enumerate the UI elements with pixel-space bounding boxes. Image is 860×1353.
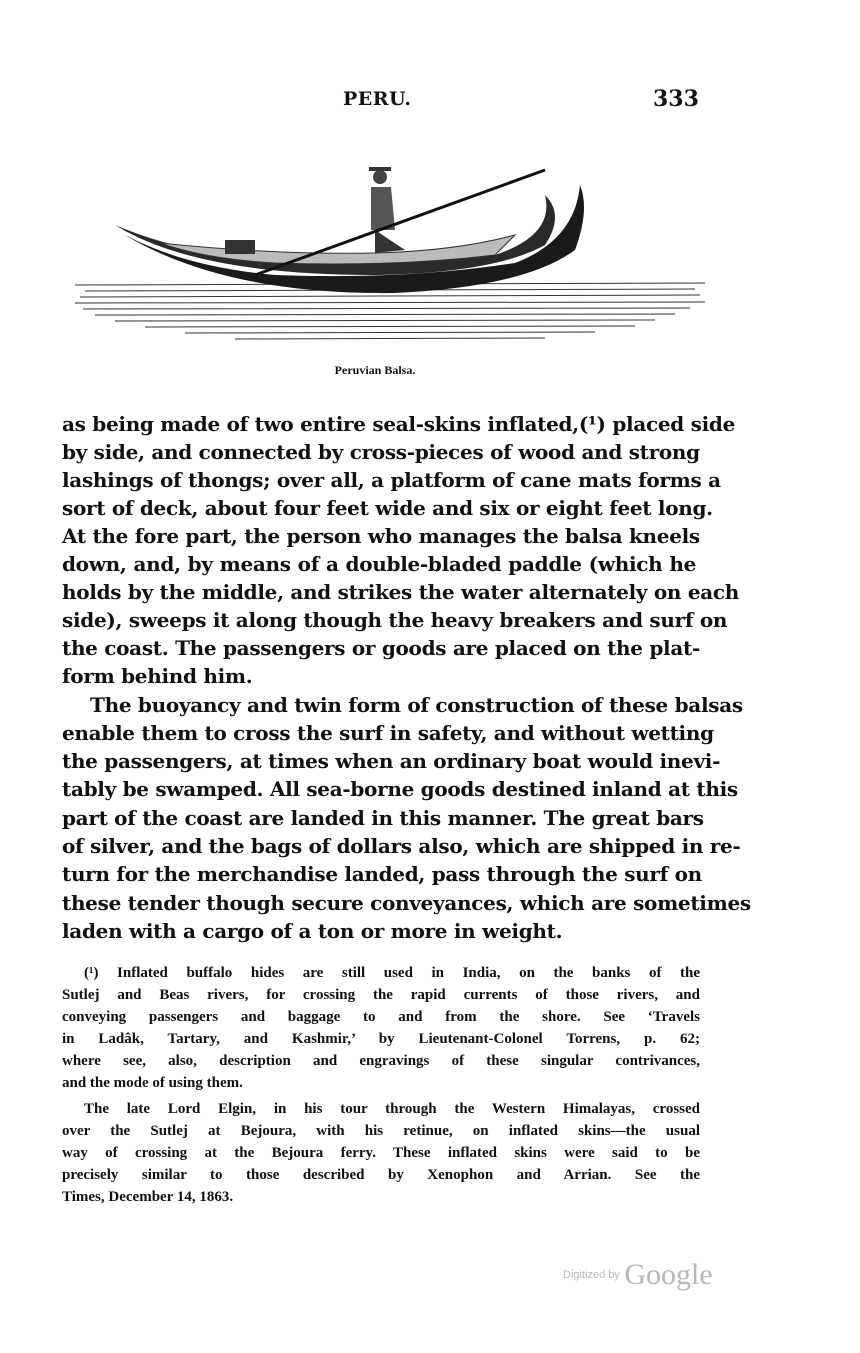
watermark-brand: Google xyxy=(624,1258,713,1291)
footnote-line: conveying passengers and baggage to and from the shore. See ‘Travels xyxy=(62,1009,700,1025)
text-line: form behind him. xyxy=(62,664,253,688)
text-line: At the fore part, the person who manages the balsa kneels xyxy=(62,524,700,548)
text-line: sort of deck, about four feet wide and six or eight feet long. xyxy=(62,496,713,520)
text-line: the coast. The passengers or goods are placed on the plat- xyxy=(62,636,700,660)
text-line: enable them to cross the surf in safety, and without wetting xyxy=(62,721,714,745)
text-line: of silver, and the bags of dollars also, which are shipped in re- xyxy=(62,834,741,858)
text-line: turn for the merchandise landed, pass through the surf on xyxy=(62,862,702,886)
balsa-illustration xyxy=(75,155,705,355)
footnote-line: way of crossing at the Bejoura ferry. These inflated skins were said to be xyxy=(62,1145,700,1161)
text-line: these tender though secure conveyances, which are sometimes xyxy=(62,891,751,915)
text-line: part of the coast are landed in this manner. The great bars xyxy=(62,806,704,830)
footnote-line: Sutlej and Beas rivers, for crossing the rapid currents of those rivers, and xyxy=(62,987,700,1003)
footnote-line: The late Lord Elgin, in his tour through the Western Himalayas, crossed xyxy=(84,1101,700,1117)
boat xyxy=(115,185,584,293)
watermark-prefix: Digitized by xyxy=(563,1269,620,1281)
text-line: holds by the middle, and strikes the water alternately on each xyxy=(62,580,740,604)
text-line: as being made of two entire seal-skins inflated,(¹) placed side xyxy=(62,412,735,436)
text-line: laden with a cargo of a ton or more in weight. xyxy=(62,919,563,943)
text-line: lashings of thongs; over all, a platform of cane mats forms a xyxy=(62,468,721,492)
text-line: by side, and connected by cross-pieces of wood and strong xyxy=(62,440,700,464)
footnote-line: where see, also, description and engravings of these singular contrivances, xyxy=(62,1053,700,1069)
footnote-line: in Ladâk, Tartary, and Kashmir,’ by Lieutenant-Colonel Torrens, p. 62; xyxy=(62,1031,700,1047)
footnote-line: precisely similar to those described by Xenophon and Arrian. See the xyxy=(62,1167,700,1183)
footnote-line: (¹) Inflated buffalo hides are still used in India, on the banks of the xyxy=(84,965,700,981)
text-line: side), sweeps it along though the heavy breakers and surf on xyxy=(62,608,728,632)
text-line: the passengers, at times when an ordinary boat would inevi- xyxy=(62,749,721,773)
page-number: 333 xyxy=(653,86,699,112)
footnote-line: Times, December 14, 1863. xyxy=(62,1189,234,1205)
figure-caption: Peruvian Balsa. xyxy=(334,363,416,377)
text-line: tably be swamped. All sea-borne goods destined inland at this xyxy=(62,777,738,801)
footnote-line: over the Sutlej at Bejoura, with his retinue, on inflated skins—the usual xyxy=(62,1123,700,1139)
google-watermark xyxy=(563,1258,713,1292)
text-line: The buoyancy and twin form of construction of these balsas xyxy=(90,693,743,717)
text-line: down, and, by means of a double-bladed paddle (which he xyxy=(62,552,696,576)
footnote-line: and the mode of using them. xyxy=(62,1075,243,1091)
page-title: PERU. xyxy=(343,88,412,110)
